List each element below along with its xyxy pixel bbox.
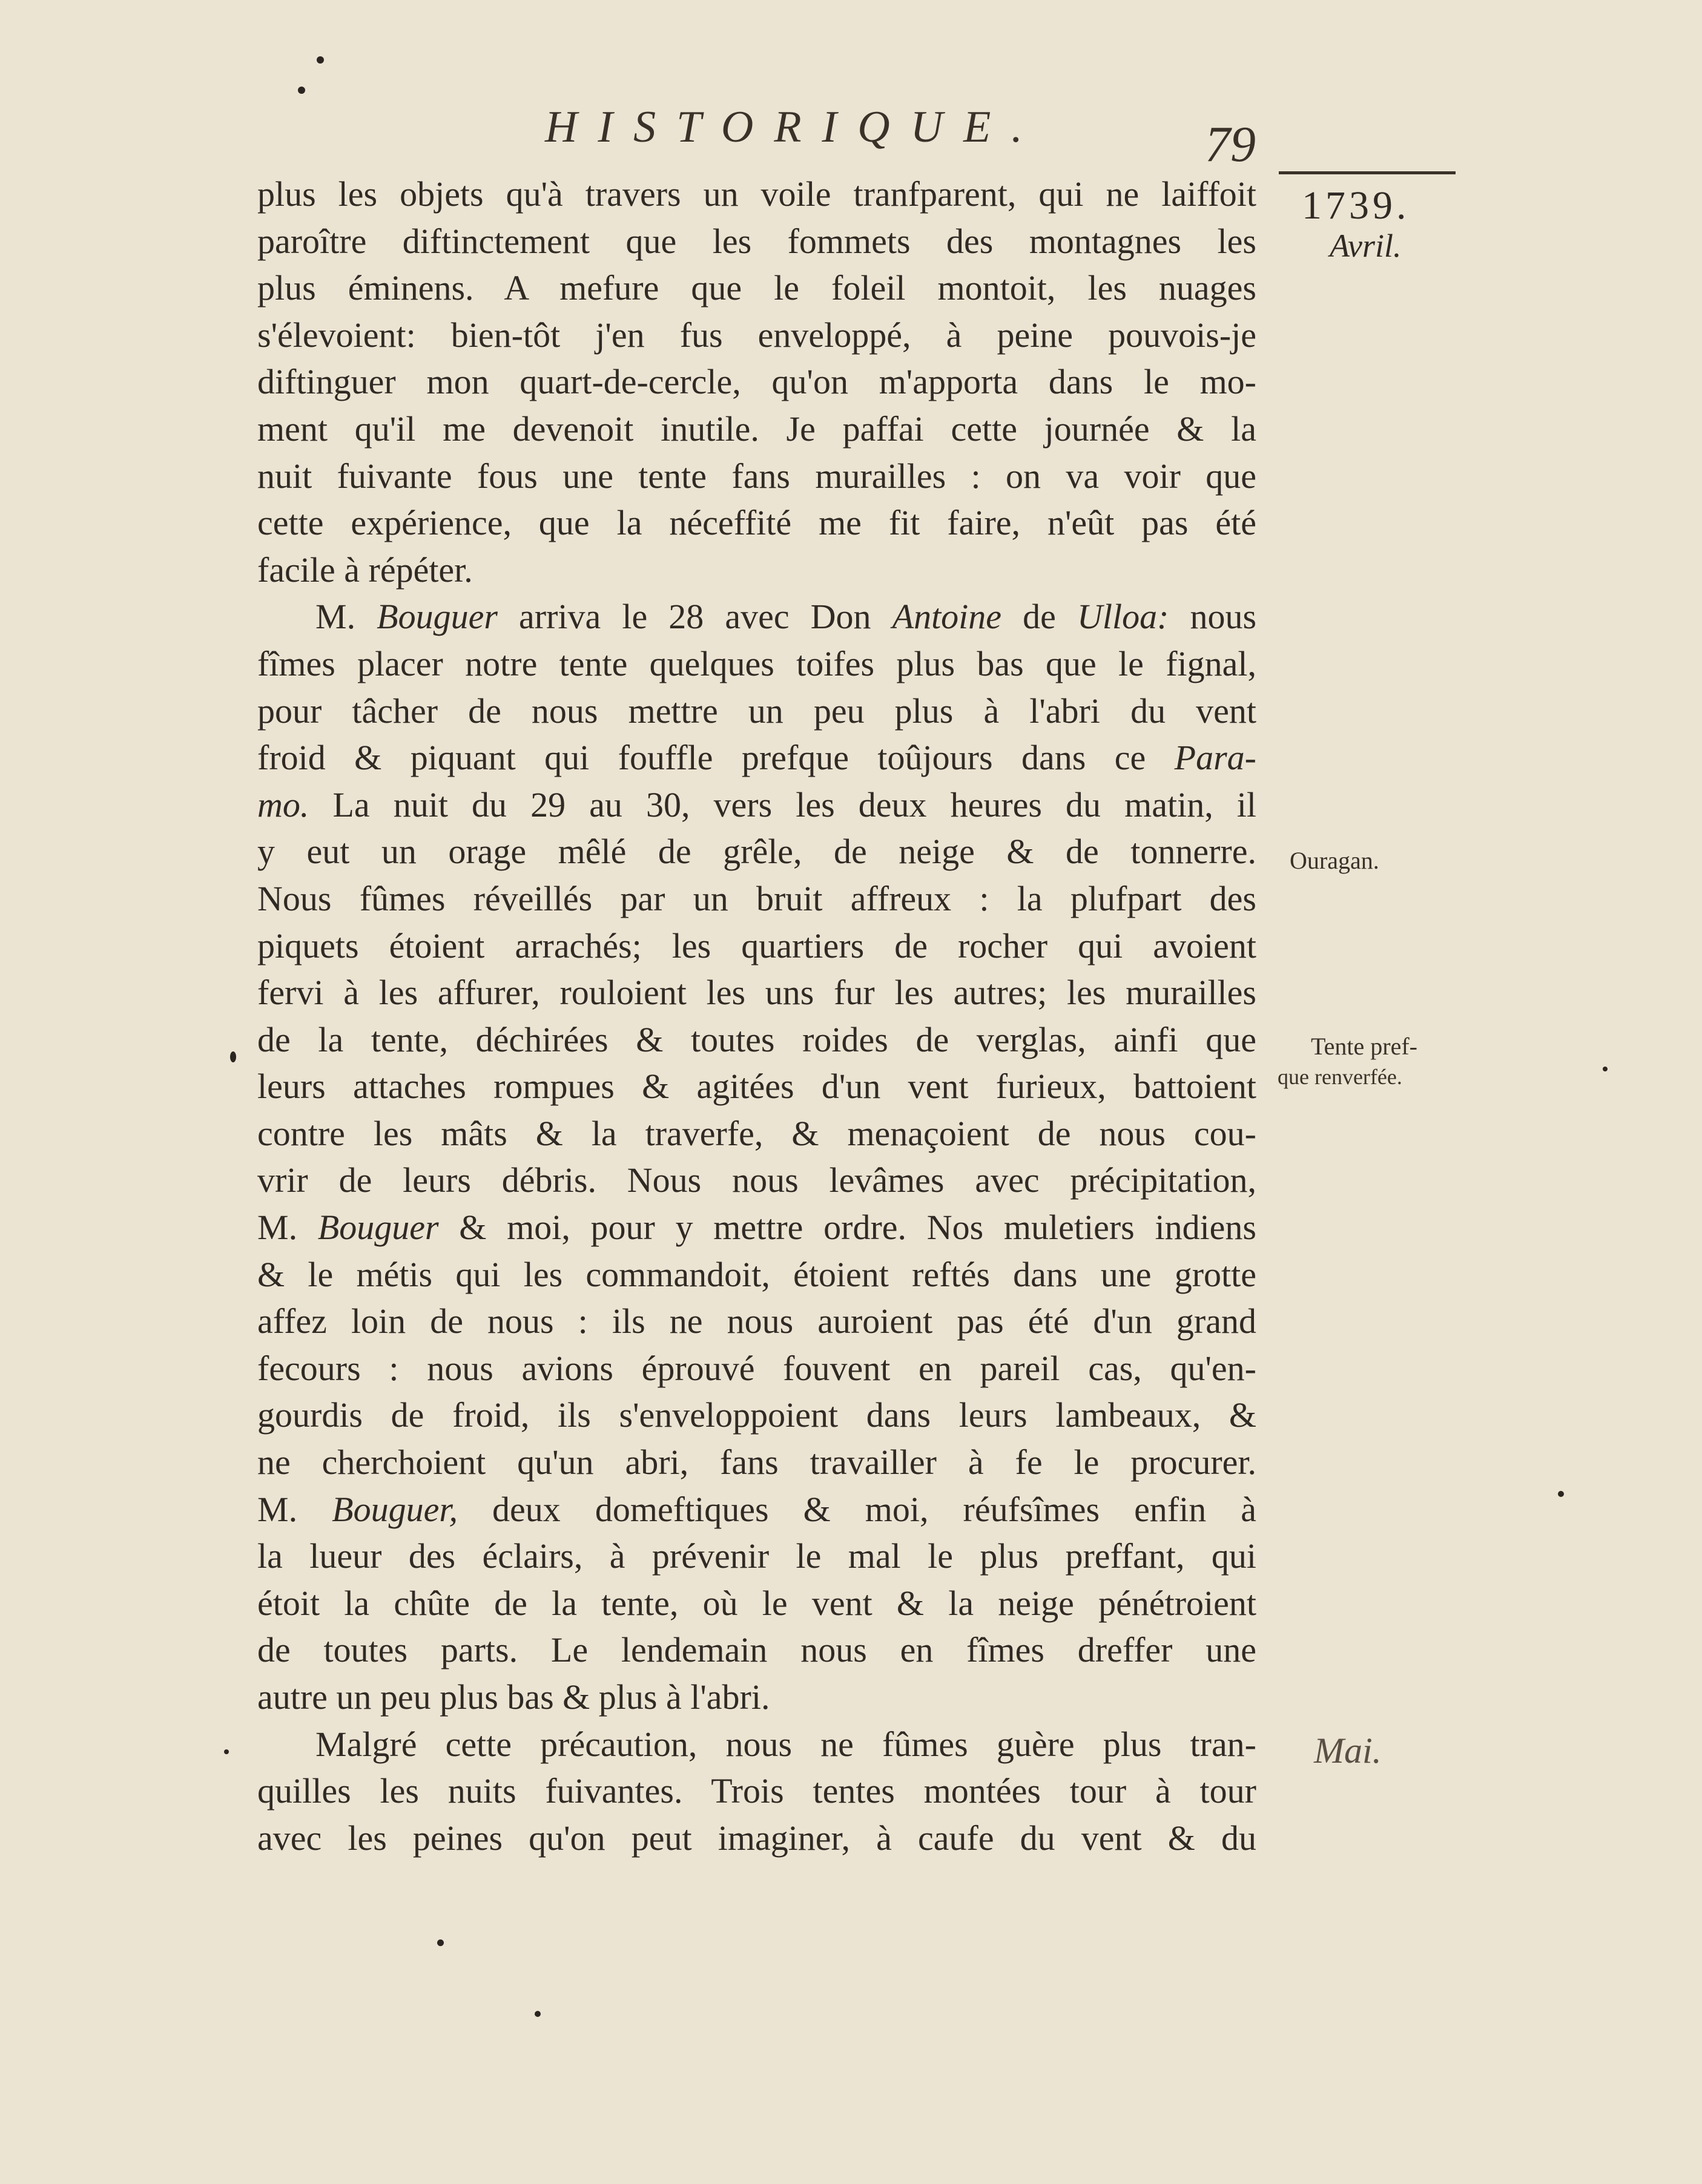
ink-speck (1603, 1067, 1608, 1071)
ink-speck (1558, 1491, 1564, 1497)
margin-note-tente-1: Tente pref- (1311, 1033, 1417, 1060)
margin-header-rule (1279, 171, 1456, 174)
margin-month: Avril. (1330, 228, 1402, 264)
word-paramo-end: mo. (257, 784, 309, 824)
margin-year: 1739. (1302, 183, 1410, 228)
ink-speck (230, 1051, 236, 1062)
body-text (257, 171, 1256, 1861)
text-line: diftinguer mon quart-de-cercle, qu'on m'apporta dans le mo- (257, 362, 1256, 402)
text-line: fecours : nous avions éprouvé fouvent en pareil cas, qu'en- (257, 1348, 1256, 1388)
text-line: cette expérience, que la néceffité me fit faire, n'eût pas été (257, 503, 1256, 543)
name-bouguer: Bouguer (317, 1208, 439, 1248)
text-line: affez loin de nous : ils ne nous auroient pas été d'un grand (257, 1301, 1256, 1341)
text-line: gourdis de froid, ils s'enveloppoient dans leurs lambeaux, & (257, 1395, 1256, 1435)
text-line: leurs attaches rompues & agitées d'un vent furieux, battoient (257, 1067, 1256, 1107)
text-line: froid & piquant qui fouffle prefque toûjours dans ce Para- (257, 738, 1256, 778)
margin-month-mai: Mai. (1314, 1731, 1382, 1771)
text-line: M. Bouguer & moi, pour y mettre ordre. Nos muletiers indiens (257, 1208, 1256, 1248)
text-line: autre un peu plus bas & plus à l'abri. (257, 1677, 770, 1717)
text-line: plus les objets qu'à travers un voile tranfparent, qui ne laiffoit (257, 174, 1256, 214)
text-line: facile à répéter. (257, 550, 473, 590)
text-line: nuit fuivante fous une tente fans murailles : on va voir que (257, 456, 1256, 496)
ink-speck (224, 1749, 229, 1754)
text-line: la lueur des éclairs, à prévenir le mal le plus preffant, qui (257, 1536, 1256, 1576)
margin-note-tente-2: que renverfée. (1278, 1065, 1402, 1089)
text-line: ne cherchoient qu'un abri, fans travailler à fe le procurer. (257, 1442, 1256, 1482)
text-line: pour tâcher de nous mettre un peu plus à l'abri du vent (257, 691, 1256, 731)
margin-note-ouragan: Ouragan. (1290, 847, 1379, 874)
text-line: plus éminens. A mefure que le foleil montoit, les nuages (257, 268, 1256, 308)
text-line: & le métis qui les commandoit, étoient reftés dans une grotte (257, 1254, 1256, 1294)
text-line: M. Bouguer, deux domeftiques & moi, réufsîmes enfin à (257, 1489, 1257, 1529)
text-line: M. Bouguer arriva le 28 avec Don Antoine de Ulloa: nous (315, 597, 1257, 637)
ink-speck (298, 87, 305, 94)
ink-speck (535, 2011, 541, 2017)
running-head-title: HISTORIQUE. (545, 102, 1043, 152)
text-line: piquets étoient arrachés; les quartiers de rocher qui avoient (257, 926, 1256, 965)
text-line: s'élevoient: bien-tôt j'en fus enveloppé, à peine pouvois-je (257, 315, 1256, 355)
ink-speck (317, 56, 324, 64)
text-line: de toutes parts. Le lendemain nous en fîmes dreffer une (257, 1630, 1256, 1670)
text-line: paroître diftinctement que les fommets des montagnes les (257, 221, 1256, 261)
text-line: quilles les nuits fuivantes. Trois tentes montées tour à tour (257, 1771, 1256, 1811)
text-line: avec les peines qu'on peut imaginer, à caufe du vent & du (257, 1818, 1256, 1858)
name-ulloa: Ulloa: (1077, 597, 1169, 637)
page-number: 79 (1205, 116, 1256, 173)
text-line: fervi à les affurer, rouloient les uns fur les autres; les murailles (257, 973, 1256, 1013)
text-line: étoit la chûte de la tente, où le vent & la neige pénétroient (257, 1583, 1256, 1623)
text-line: vrir de leurs débris. Nous nous levâmes avec précipitation, (257, 1160, 1256, 1200)
text-line: de la tente, déchirées & toutes roides de verglas, ainfi que (257, 1019, 1256, 1059)
text-line: Nous fûmes réveillés par un bruit affreux : la plufpart des (257, 878, 1256, 918)
word-paramo: Para- (1174, 738, 1256, 778)
name-bouguer: Bouguer, (332, 1489, 458, 1529)
text-line: contre les mâts & la traverfe, & menaçoient de nous cou- (257, 1113, 1256, 1153)
name-antoine: Antoine (892, 597, 1002, 637)
text-line: y eut un orage mêlé de grêle, de neige & de tonnerre. (257, 832, 1256, 872)
text-line: Malgré cette précaution, nous ne fûmes guère plus tran- (315, 1724, 1256, 1764)
text-line: fîmes placer notre tente quelques toifes plus bas que le fignal, (257, 643, 1256, 683)
text-line: mo. La nuit du 29 au 30, vers les deux heures du matin, il (257, 784, 1256, 824)
text-line: ment qu'il me devenoit inutile. Je paffai cette journée & la (257, 409, 1256, 449)
name-bouguer: Bouguer (377, 597, 498, 637)
ink-speck (437, 1939, 444, 1946)
